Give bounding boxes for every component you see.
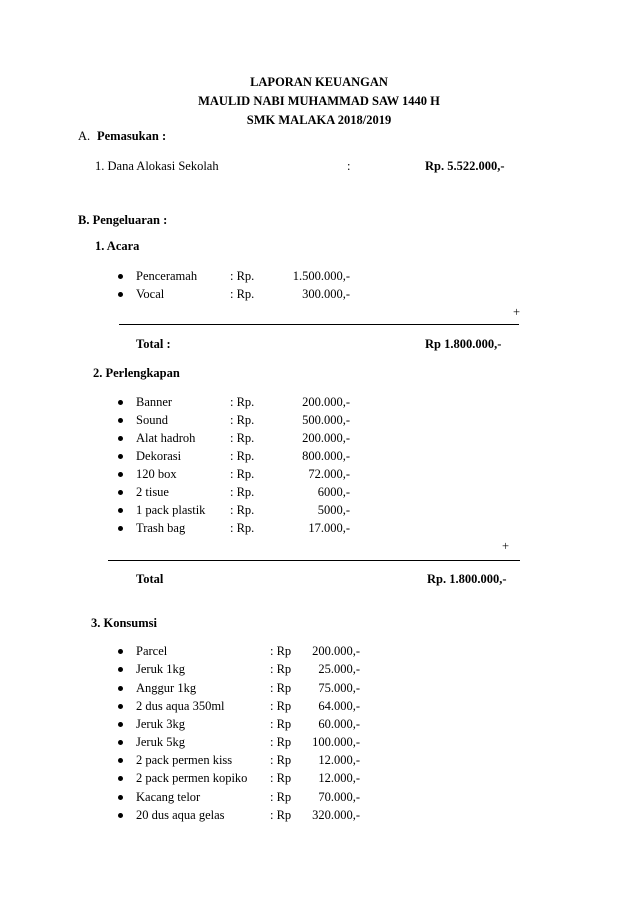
item-value: 100.000,- xyxy=(312,735,360,749)
item-value: 200.000,- xyxy=(302,431,350,445)
bullet-icon xyxy=(118,686,123,691)
section-a-marker: A. xyxy=(78,129,91,143)
item-value: 500.000,- xyxy=(302,413,350,427)
item-currency: : Rp. xyxy=(230,413,255,427)
perlengkapan-plus-sign: + xyxy=(502,539,510,553)
perlengkapan-sum-line xyxy=(108,560,520,561)
perlengkapan-total-label: Total xyxy=(136,572,164,586)
report-subtitle: MAULID NABI MUHAMMAD SAW 1440 H xyxy=(198,94,440,108)
bullet-icon xyxy=(118,740,123,745)
item-name: Sound xyxy=(136,413,168,427)
item-value: 1.500.000,- xyxy=(292,269,350,283)
income-item-label: 1. Dana Alokasi Sekolah xyxy=(95,159,219,173)
item-name: Anggur 1kg xyxy=(136,681,197,695)
acara-plus-sign: + xyxy=(513,305,521,319)
item-value: 200.000,- xyxy=(312,644,360,658)
item-currency: : Rp xyxy=(270,699,292,713)
bullet-icon xyxy=(118,490,123,495)
item-value: 800.000,- xyxy=(302,449,350,463)
acara-total-label: Total : xyxy=(136,337,171,351)
report-school-year: SMK MALAKA 2018/2019 xyxy=(246,113,392,127)
item-value: 200.000,- xyxy=(302,395,350,409)
bullet-icon xyxy=(118,526,123,531)
item-currency: : Rp xyxy=(270,808,292,822)
perlengkapan-title: 2. Perlengkapan xyxy=(93,366,180,380)
acara-total-value: Rp 1.800.000,- xyxy=(425,337,502,351)
item-currency: : Rp xyxy=(270,753,292,767)
konsumsi-title: 3. Konsumsi xyxy=(91,616,157,630)
item-name: 2 tisue xyxy=(136,485,169,499)
item-name: Jeruk 1kg xyxy=(136,662,185,676)
item-name: 120 box xyxy=(136,467,177,481)
item-value: 70.000,- xyxy=(318,790,360,804)
item-value: 6000,- xyxy=(317,485,350,499)
item-currency: : Rp. xyxy=(230,287,255,301)
item-currency: : Rp xyxy=(270,771,292,785)
item-name: Kacang telor xyxy=(136,790,201,804)
bullet-icon xyxy=(118,508,123,513)
item-name: Vocal xyxy=(136,287,165,301)
item-name: 2 pack permen kopiko xyxy=(136,771,248,785)
item-value: 64.000,- xyxy=(318,699,360,713)
item-value: 60.000,- xyxy=(318,717,360,731)
item-currency: : Rp xyxy=(270,644,292,658)
item-name: Dekorasi xyxy=(136,449,182,463)
item-name: Parcel xyxy=(136,644,168,658)
acara-title: 1. Acara xyxy=(95,239,140,253)
item-value: 25.000,- xyxy=(318,662,360,676)
perlengkapan-total-value: Rp. 1.800.000,- xyxy=(427,572,507,586)
acara-sum-line xyxy=(119,324,519,325)
bullet-icon xyxy=(118,418,123,423)
item-currency: : Rp. xyxy=(230,521,255,535)
section-b-title: B. Pengeluaran : xyxy=(78,213,168,227)
item-currency: : Rp. xyxy=(230,395,255,409)
item-currency: : Rp xyxy=(270,681,292,695)
item-value: 300.000,- xyxy=(302,287,350,301)
item-currency: : Rp xyxy=(270,662,292,676)
bullet-icon xyxy=(118,292,123,297)
bullet-icon xyxy=(118,472,123,477)
item-value: 17.000,- xyxy=(308,521,350,535)
item-name: Penceramah xyxy=(136,269,198,283)
item-name: Trash bag xyxy=(136,521,186,535)
item-currency: : Rp xyxy=(270,735,292,749)
item-value: 5000,- xyxy=(317,503,350,517)
item-name: 20 dus aqua gelas xyxy=(136,808,225,822)
bullet-icon xyxy=(118,813,123,818)
item-value: 12.000,- xyxy=(318,753,360,767)
item-currency: : Rp. xyxy=(230,431,255,445)
item-name: Banner xyxy=(136,395,173,409)
item-value: 12.000,- xyxy=(318,771,360,785)
bullet-icon xyxy=(118,722,123,727)
item-currency: : Rp xyxy=(270,790,292,804)
bullet-icon xyxy=(118,795,123,800)
bullet-icon xyxy=(118,454,123,459)
item-currency: : Rp xyxy=(270,717,292,731)
income-item-colon: : xyxy=(347,159,351,173)
item-name: Alat hadroh xyxy=(136,431,196,445)
bullet-icon xyxy=(118,400,123,405)
bullet-icon xyxy=(118,274,123,279)
bullet-icon xyxy=(118,667,123,672)
item-name: 2 dus aqua 350ml xyxy=(136,699,225,713)
report-title: LAPORAN KEUANGAN xyxy=(250,75,388,89)
item-currency: : Rp. xyxy=(230,485,255,499)
item-value: 72.000,- xyxy=(308,467,350,481)
bullet-icon xyxy=(118,649,123,654)
item-name: 1 pack plastik xyxy=(136,503,206,517)
item-currency: : Rp. xyxy=(230,503,255,517)
item-name: Jeruk 3kg xyxy=(136,717,185,731)
bullet-icon xyxy=(118,704,123,709)
item-currency: : Rp. xyxy=(230,269,255,283)
item-currency: : Rp. xyxy=(230,467,255,481)
income-item-amount: Rp. 5.522.000,- xyxy=(425,159,505,173)
bullet-icon xyxy=(118,436,123,441)
item-name: Jeruk 5kg xyxy=(136,735,185,749)
bullet-icon xyxy=(118,776,123,781)
section-a-title: Pemasukan : xyxy=(97,129,167,143)
bullet-icon xyxy=(118,758,123,763)
item-value: 75.000,- xyxy=(318,681,360,695)
item-value: 320.000,- xyxy=(312,808,360,822)
item-currency: : Rp. xyxy=(230,449,255,463)
item-name: 2 pack permen kiss xyxy=(136,753,233,767)
